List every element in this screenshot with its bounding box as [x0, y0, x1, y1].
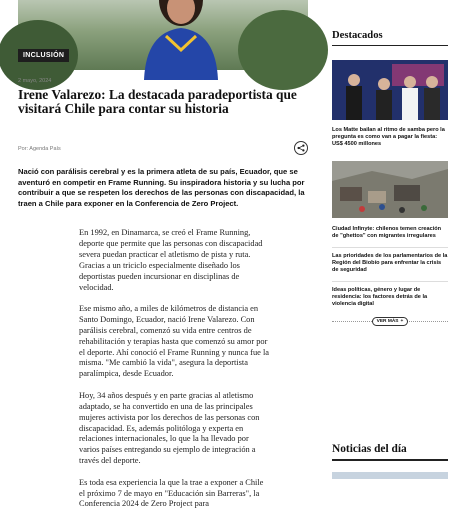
destacados-separator — [332, 247, 448, 248]
article-lead: Nació con parálisis cerebral y es la primera atleta de su país, Ecuador, que se aventuró en competir en Frame Running. Su inspiradora historia y su lucha por contribuir a que se respeten los derechos de las personas con discapacidad, la traen a Chile para exponer en la Conferencia de Zero Project. — [18, 167, 305, 208]
category-badge[interactable]: INCLUSIÓN — [18, 49, 69, 62]
share-button[interactable] — [294, 141, 308, 155]
article-hero-image — [18, 0, 308, 70]
article-date: 2 mayo, 2024 — [18, 78, 52, 84]
noticias-thumb[interactable] — [332, 472, 448, 479]
article-body — [79, 228, 269, 521]
destacados-thumb-2[interactable] — [332, 161, 448, 218]
article-paragraph: Es toda esa experiencia la que la trae a exponer a Chile el próximo 7 de mayo en "Educación sin Barreras", la Conferencia 2024 de Zero Project para — [79, 477, 264, 509]
article-paragraph: En 1992, en Dinamarca, se creó el Frame Running, deporte que permite que las personas con discapacidad severa puedan practicar el atletismo de pista y ruta. Gracias a un triciclo especialmente diseñado los deportistas pueden incursionar en disciplinas de velocidad. — [79, 228, 263, 292]
article-paragraph: Hoy, 34 años después y en parte gracias al atletismo adaptado, se ha convertido en una de las principales mujeres activista por los derechos de las personas con discapacidad. Es, además politóloga y experta en relaciones internacionales, lo que la ha llevado por varios países entregando su ejemplo de integración a través del deporte. — [79, 390, 260, 466]
destacados-headline-4[interactable]: Ideas políticas, género y lugar de residencia: los factores detrás de la violencia digital — [332, 287, 428, 307]
noticias-rule — [332, 459, 448, 461]
destacados-rule — [332, 45, 448, 46]
destacados-thumb-1[interactable] — [332, 60, 448, 120]
destacados-headline-1[interactable]: Los Matte bailan al ritmo de samba pero la pregunta es como van a pagar la fiesta: US$ 4500 millones — [332, 127, 445, 147]
share-icon — [297, 144, 305, 152]
plus-icon: + — [400, 319, 404, 324]
article-title: Irene Valarezo: La destacada paradeportista que visitará Chile para contar su historia — [18, 87, 297, 116]
destacados-headline-3[interactable]: Las prioridades de los parlamentarios de la Región del Biobío para enfrentar la crisis de seguridad — [332, 253, 448, 273]
article-byline: Por: Agenda País — [18, 146, 61, 152]
ver-mas-label: VER MÁS — [376, 319, 399, 324]
athlete-photo — [136, 0, 226, 80]
article-paragraph: Ese mismo año, a miles de kilómetros de distancia en Santo Domingo, Ecuador, nació Irene Valarezo. Con parálisis cerebral, comenzó su vida entre centros de rehabilitación y terapias hasta que comenzó su amor por el deporte. Ahí conoció el Frame Running y nunca fue la misma. "Me cambió la vida", asegura la deportista paralímpica, desde Ecuador. — [79, 303, 270, 379]
noticias-heading: Noticias del día — [332, 443, 407, 455]
destacados-separator — [332, 281, 448, 282]
ver-mas-button[interactable] — [372, 317, 408, 326]
destacados-heading: Destacados — [332, 30, 383, 41]
destacados-headline-2[interactable]: Ciudad Infinyte: chilenos temen creación de "ghettos" con migrantes irregulares — [332, 226, 442, 239]
